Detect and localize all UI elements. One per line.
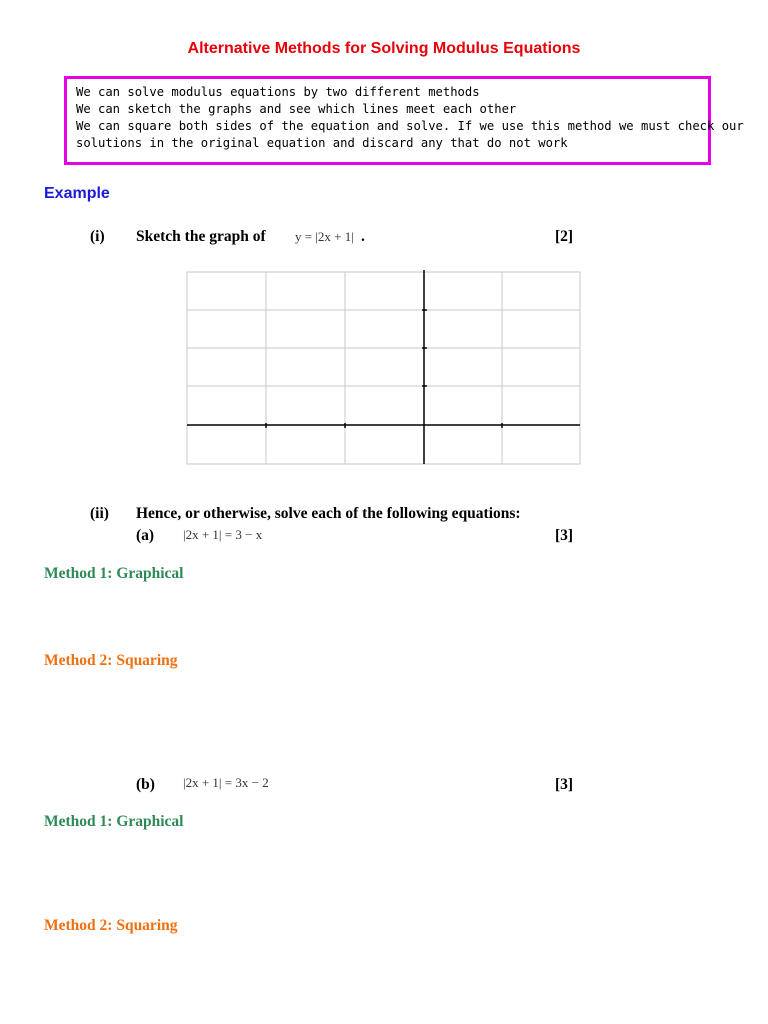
method-graphical-a: Method 1: Graphical — [44, 565, 184, 582]
intro-line: solutions in the original equation and discard any that do not work — [76, 136, 568, 150]
part-b-marks: [3] — [555, 776, 574, 793]
intro-line: We can solve modulus equations by two different methods — [76, 85, 480, 99]
page-title: Alternative Methods for Solving Modulus Equations — [187, 40, 581, 57]
part-i-period: . — [361, 228, 365, 245]
blank-graph-grid — [180, 265, 590, 470]
part-ii-text: Hence, or otherwise, solve each of the following equations: — [136, 505, 521, 522]
part-b-label: (b) — [136, 776, 155, 793]
intro-line: We can square both sides of the equation and solve. If we use this method we must check our — [76, 119, 744, 133]
part-i-text: Sketch the graph of — [136, 228, 266, 245]
method-squaring-b: Method 2: Squaring — [44, 917, 178, 934]
part-a-label: (a) — [136, 527, 155, 544]
part-b-equation: |2x + 1| = 3x − 2 — [183, 775, 269, 790]
example-heading: Example — [44, 185, 110, 202]
intro-line: We can sketch the graphs and see which lines meet each other — [76, 102, 517, 116]
method-graphical-b: Method 1: Graphical — [44, 813, 184, 830]
part-i-marks: [2] — [555, 228, 574, 245]
part-ii-number: (ii) — [90, 505, 109, 522]
part-i-equation: y = |2x + 1| — [295, 229, 354, 244]
part-a-marks: [3] — [555, 527, 574, 544]
intro-box — [64, 76, 744, 165]
part-i-number: (i) — [90, 228, 105, 245]
method-squaring-a: Method 2: Squaring — [44, 652, 178, 669]
grid-border — [187, 272, 580, 464]
part-a-equation: |2x + 1| = 3 − x — [183, 527, 263, 542]
